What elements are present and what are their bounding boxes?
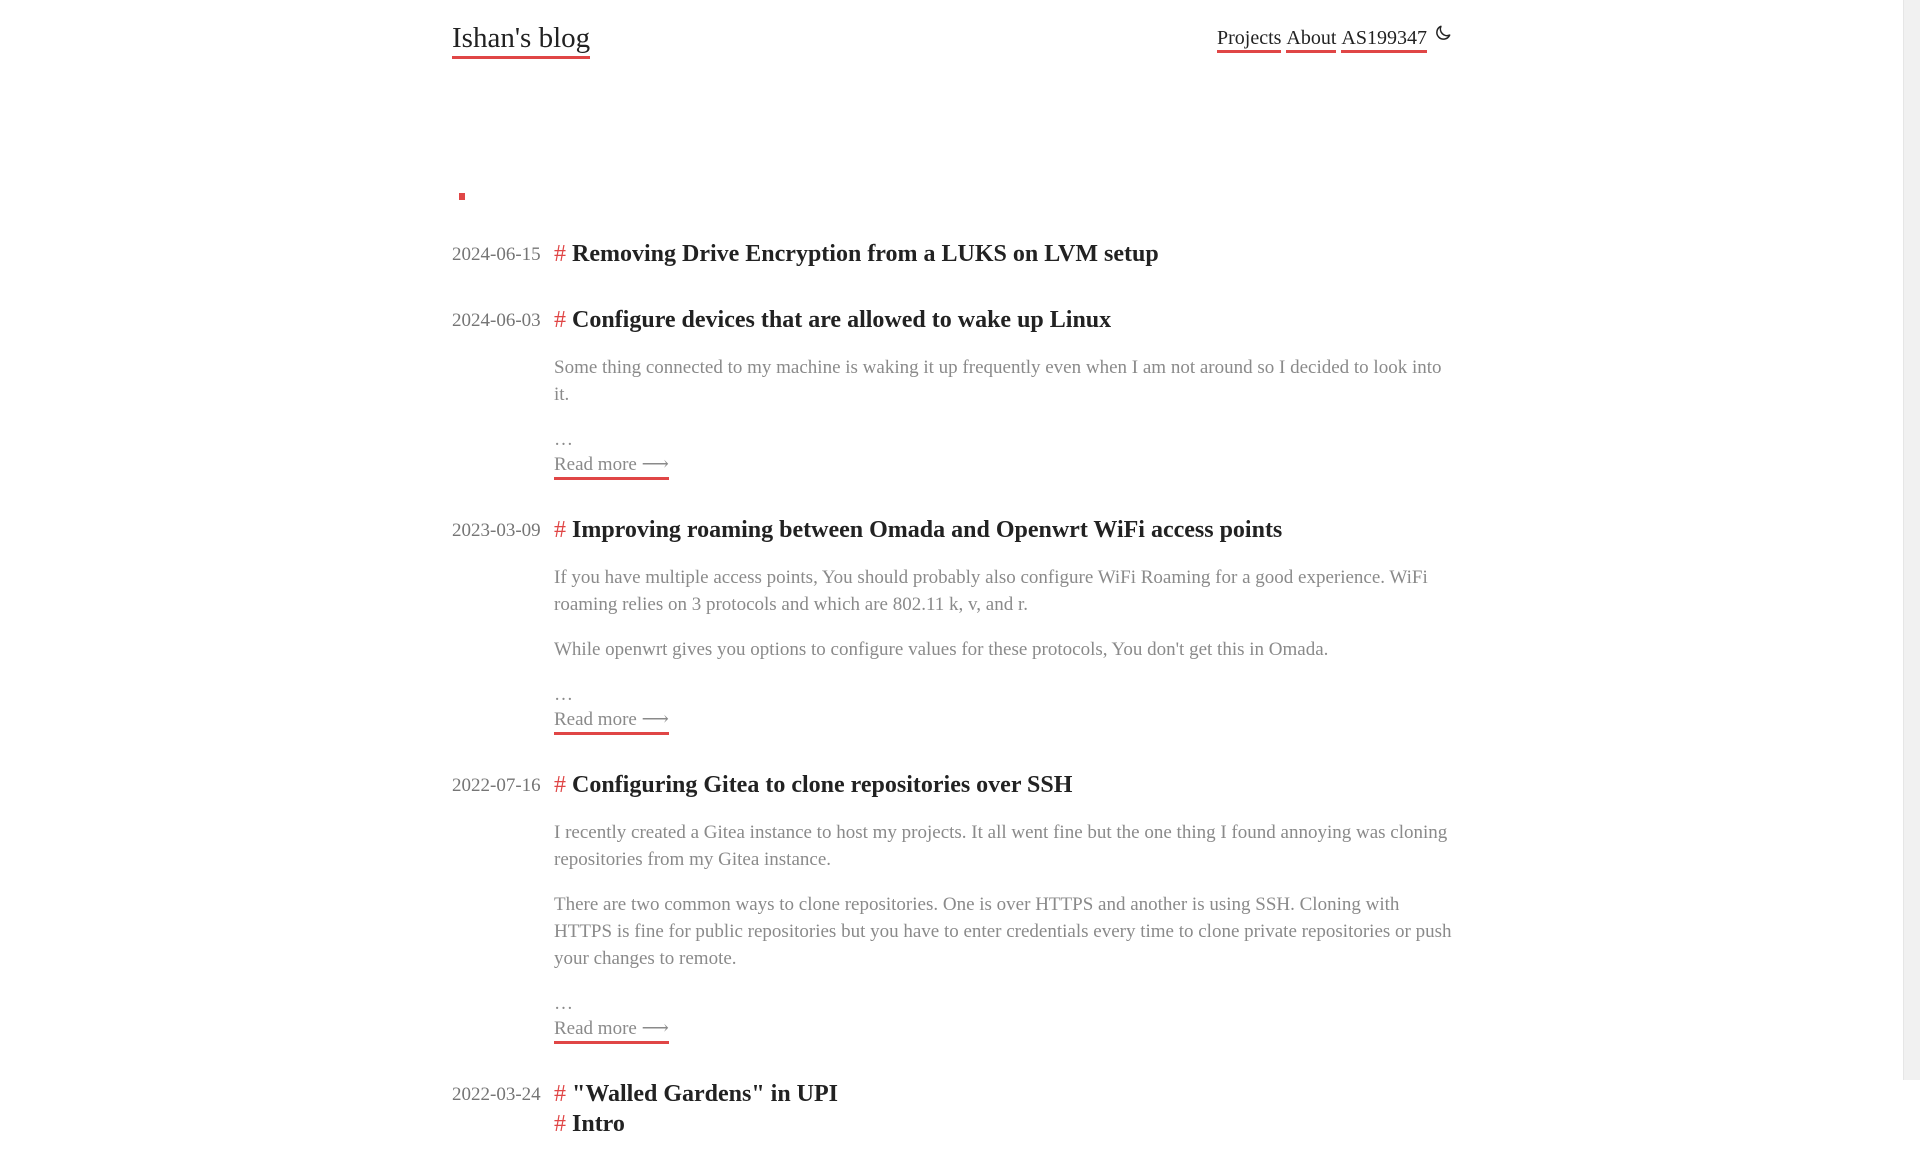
post-title-link[interactable]: Removing Drive Encryption from a LUKS on LVM setup	[572, 241, 1159, 267]
post-date: 2024-06-15	[452, 244, 541, 265]
heading-anchor[interactable]: #	[554, 772, 566, 798]
main-nav	[1217, 26, 1453, 53]
post-title	[554, 769, 1453, 801]
excerpt-ellipsis: …	[554, 429, 573, 450]
scrollbar-thumb[interactable]	[1908, 0, 1916, 912]
post-body	[554, 1078, 1453, 1138]
post-title	[554, 1078, 1453, 1110]
post-item	[452, 1078, 1453, 1138]
post-item	[452, 304, 1453, 480]
heading-anchor[interactable]: #	[554, 241, 566, 267]
post-excerpt	[554, 819, 1453, 1017]
post-list	[452, 238, 1453, 1172]
site-header	[452, 0, 1453, 80]
post-title	[554, 304, 1453, 336]
post-date: 2022-07-16	[452, 775, 541, 796]
heading-anchor[interactable]: #	[554, 517, 566, 543]
vertical-scrollbar[interactable]	[1903, 0, 1920, 1080]
site-title-link[interactable]: Ishan's blog	[452, 20, 590, 59]
excerpt-paragraph: There are two common ways to clone repositories. One is over HTTPS and another is using SSH. Cloning with HTTPS is fine for public repositories but you have to enter credentials every time to clone private repositories or push your changes to remote.	[554, 894, 1452, 969]
nav-link-asn[interactable]: AS199347	[1341, 26, 1427, 53]
post-date: 2023-03-09	[452, 520, 541, 541]
post-body	[554, 769, 1453, 1044]
excerpt-paragraph: If you have multiple access points, You should probably also configure WiFi Roaming for a good experience. WiFi roaming relies on 3 protocols and which are 802.11 k, v, and r.	[554, 567, 1428, 615]
excerpt-paragraph: Some thing connected to my machine is waking it up frequently even when I am not around so I decided to look into it.	[554, 357, 1442, 405]
subheading-text: Intro	[572, 1111, 625, 1137]
post-title-link[interactable]: Improving roaming between Omada and Openwrt WiFi access points	[572, 517, 1283, 543]
moon-icon[interactable]	[1433, 23, 1453, 43]
post-body	[554, 238, 1453, 270]
excerpt-paragraph: While openwrt gives you options to configure values for these protocols, You don't get this in Omada.	[554, 639, 1329, 660]
post-title-link[interactable]: "Walled Gardens" in UPI	[572, 1081, 839, 1107]
nav-link-projects[interactable]: Projects	[1217, 26, 1281, 53]
accent-marker	[459, 193, 465, 200]
page-container	[452, 0, 1453, 1137]
nav-link-about[interactable]: About	[1286, 26, 1336, 53]
read-more-link[interactable]: Read more ⟶	[554, 1017, 669, 1044]
post-body	[554, 304, 1453, 480]
post-body	[554, 514, 1453, 735]
excerpt-ellipsis: …	[554, 684, 573, 705]
heading-anchor[interactable]: #	[554, 1081, 566, 1107]
post-excerpt	[554, 354, 1453, 453]
heading-anchor[interactable]: #	[554, 307, 566, 333]
excerpt-ellipsis: …	[554, 993, 573, 1014]
post-excerpt	[554, 564, 1453, 708]
read-more-link[interactable]: Read more ⟶	[554, 453, 669, 480]
post-title-link[interactable]: Configure devices that are allowed to wake up Linux	[572, 307, 1112, 333]
post-date: 2022-03-24	[452, 1084, 541, 1105]
excerpt-paragraph: I recently created a Gitea instance to host my projects. It all went fine but the one thing I found annoying was cloning repositories from my Gitea instance.	[554, 822, 1448, 870]
heading-anchor[interactable]: #	[554, 1111, 566, 1137]
post-item	[452, 238, 1453, 270]
post-date: 2024-06-03	[452, 310, 541, 331]
post-title-link[interactable]: Configuring Gitea to clone repositories over SSH	[572, 772, 1073, 798]
post-item	[452, 769, 1453, 1044]
post-title	[554, 238, 1453, 270]
post-item	[452, 514, 1453, 735]
read-more-link[interactable]: Read more ⟶	[554, 708, 669, 735]
post-title	[554, 514, 1453, 546]
excerpt-subheading	[554, 1110, 1453, 1138]
